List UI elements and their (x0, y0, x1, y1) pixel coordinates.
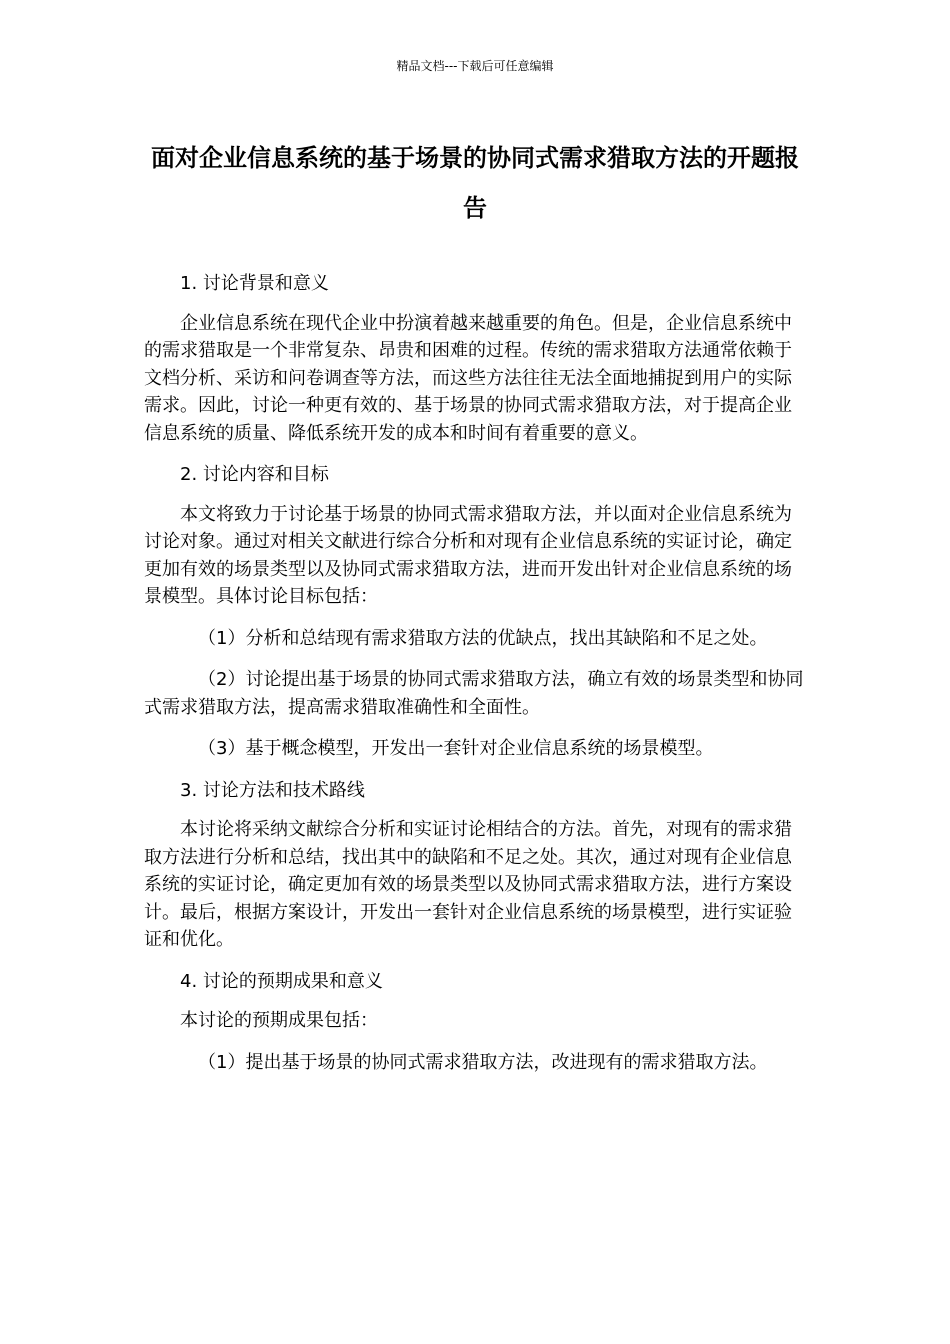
section-heading-methods: 3. 讨论方法和技术路线 (180, 779, 365, 801)
section-heading-content-goals: 2. 讨论内容和目标 (180, 464, 329, 485)
paragraph-methods: 本讨论将采纳文献综合分析和实证讨论相结合的方法。首先，对现有的需求猎取方法进行分析和总结，找出其中的缺陷和不足之处。其次，通过对现有企业信息系统的实证讨论，确定更加有效的场景类型以及协同式需求猎取方法，进行方案设计。最后，根据方案设计，开发出一套针对企业信息系统的场景模型，进行实证验证和优化。 (144, 819, 792, 950)
goal-item-2: （2）讨论提出基于场景的协同式需求猎取方法，确立有效的场景类型和协同式需求猎取方法，提高需求猎取准确性和全面性。 (144, 669, 804, 718)
goal-item-1: （1）分析和总结现有需求猎取方法的优缺点，找出其缺陷和不足之处。 (198, 627, 768, 649)
page-header-note: 精品文档---下载后可任意编辑 (396, 59, 554, 73)
paragraph-content-goals: 本文将致力于讨论基于场景的协同式需求猎取方法，并以面对企业信息系统为讨论对象。通过对相关文献进行综合分析和对现有企业信息系统的实证讨论，确定更加有效的场景类型以及协同式需求猎取方法，进而开发出针对企业信息系统的场景模型。具体讨论目标包括： (144, 503, 792, 607)
result-item-1: （1）提出基于场景的协同式需求猎取方法，改进现有的需求猎取方法。 (198, 1051, 768, 1073)
paragraph-expected-results: 本讨论的预期成果包括： (180, 1010, 378, 1031)
document-body (144, 270, 806, 1090)
section-heading-expected-results: 4. 讨论的预期成果和意义 (180, 970, 383, 992)
paragraph-background: 企业信息系统在现代企业中扮演着越来越重要的角色。但是，企业信息系统中的需求猎取是一个非常复杂、昂贵和困难的过程。传统的需求猎取方法通常依赖于文档分析、采访和问卷调查等方法，而这些方法往往无法全面地捕捉到用户的实际需求。因此，讨论一种更有效的、基于场景的协同式需求猎取方法，对于提高企业信息系统的质量、降低系统开发的成本和时间有着重要的意义。 (144, 312, 792, 444)
section-heading-background: 1. 讨论背景和意义 (180, 273, 329, 294)
goal-item-3: （3）基于概念模型，开发出一套针对企业信息系统的场景模型。 (198, 738, 714, 759)
document-title: 面对企业信息系统的基于场景的协同式需求猎取方法的开题报告 (151, 144, 799, 222)
